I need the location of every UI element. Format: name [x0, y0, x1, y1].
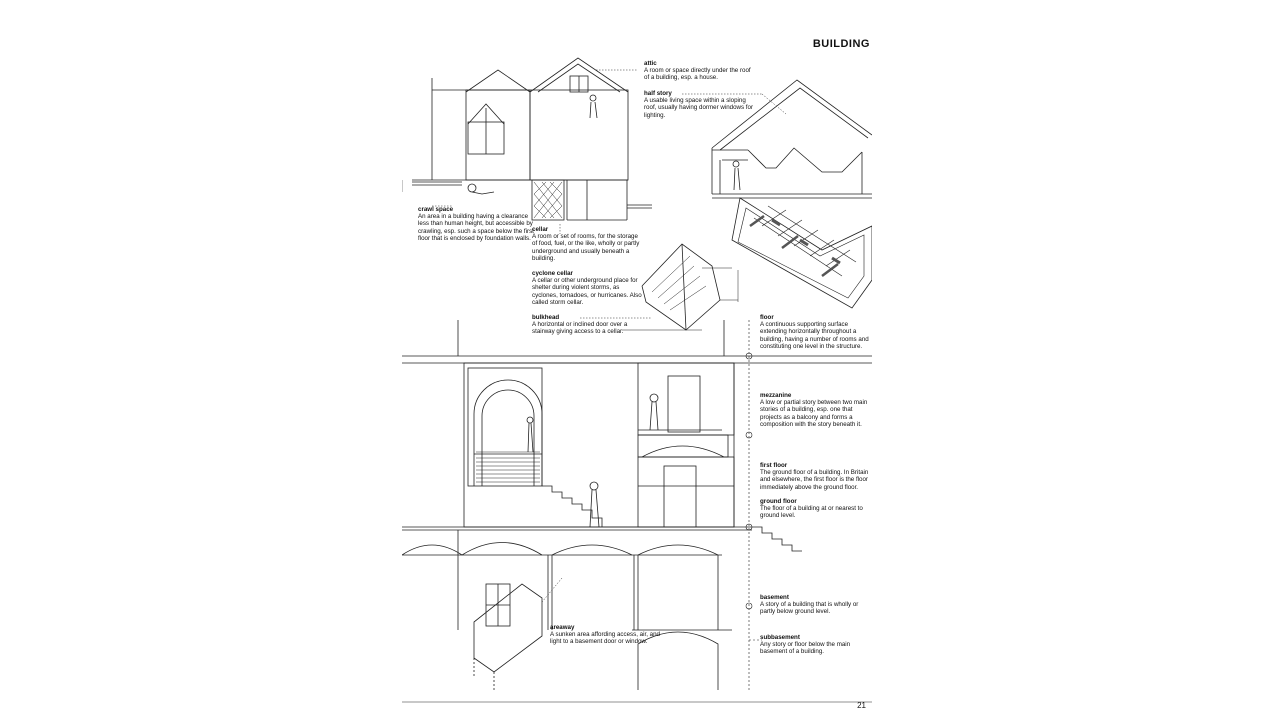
- term-areaway: [550, 624, 662, 646]
- term-first-floor-def: The ground floor of a building. In Britain and elsewhere, the first floor is the floor immediately above the ground floor.: [760, 469, 869, 491]
- term-subbasement-title: subbasement: [760, 634, 800, 641]
- term-cyclone-cellar: [532, 270, 644, 306]
- basement-drawing: [402, 530, 732, 690]
- term-first-floor-title: first floor: [760, 462, 788, 469]
- term-basement-def: A story of a building that is wholly or partly below ground level.: [760, 601, 859, 616]
- term-basement-title: basement: [760, 594, 789, 601]
- term-crawl-space-title: crawl space: [418, 206, 454, 213]
- house-elevation-drawing: [402, 58, 652, 220]
- page-header: BUILDING: [812, 38, 870, 50]
- term-half-story: [644, 90, 756, 119]
- term-areaway-title: areaway: [550, 624, 575, 631]
- term-subbasement-def: Any story or floor below the main basement of a building.: [760, 641, 851, 656]
- term-crawl-space-def: An area in a building having a clearance less than human height, but accessible by crawling, esp. such a space below the first floor that is enclosed by foundation walls.: [418, 213, 534, 242]
- term-half-story-def: A usable living space within a sloping roof, usually having dormer windows for lighting.: [644, 97, 754, 119]
- term-floor: [760, 314, 872, 350]
- term-cyclone-cellar-def: A cellar or other underground place for shelter during violent storms, as cyclones, tornadoes, or hurricanes. Also called storm cellar.: [532, 277, 642, 306]
- term-ground-floor-title: ground floor: [760, 498, 797, 505]
- term-bulkhead-def: A horizontal or inclined door over a stairway giving access to a cellar.: [532, 321, 628, 336]
- term-mezzanine-def: A low or partial story between two main stories of a building, esp. one that projects as a balcony and forms a composition with the story beneath it.: [760, 399, 868, 428]
- term-subbasement: [760, 634, 872, 656]
- term-bulkhead: [532, 314, 644, 336]
- dictionary-page: [402, 30, 872, 712]
- term-mezzanine-title: mezzanine: [760, 392, 792, 399]
- term-half-story-title: half story: [644, 90, 672, 97]
- term-first-floor: [760, 462, 872, 491]
- term-cellar: [532, 226, 644, 262]
- term-basement: [760, 594, 872, 616]
- term-ground-floor: [760, 498, 872, 520]
- term-mezzanine: [760, 392, 872, 428]
- page-number: 21: [857, 701, 866, 710]
- term-crawl-space: [418, 206, 534, 242]
- floor-isometric-drawing: [732, 198, 872, 308]
- term-cellar-title: cellar: [532, 226, 549, 233]
- term-cellar-def: A room or set of rooms, for the storage of food, fuel, or the like, wholly or partly underground and usually beneath a building.: [532, 233, 640, 262]
- term-attic-def: A room or space directly under the roof of a building, esp. a house.: [644, 67, 751, 82]
- areaway-drawing: [474, 584, 542, 690]
- term-areaway-def: A sunken area affording access, air, and light to a basement door or window.: [550, 631, 660, 646]
- term-bulkhead-title: bulkhead: [532, 314, 560, 321]
- term-floor-title: floor: [760, 314, 774, 321]
- term-attic: [644, 60, 756, 82]
- term-cyclone-cellar-title: cyclone cellar: [532, 270, 573, 277]
- term-attic-title: attic: [644, 60, 657, 67]
- term-ground-floor-def: The floor of a building at or nearest to ground level.: [760, 505, 863, 520]
- term-floor-def: A continuous supporting surface extending horizontally throughout a building, having a number of rooms and constituting one level in the structure.: [760, 321, 869, 350]
